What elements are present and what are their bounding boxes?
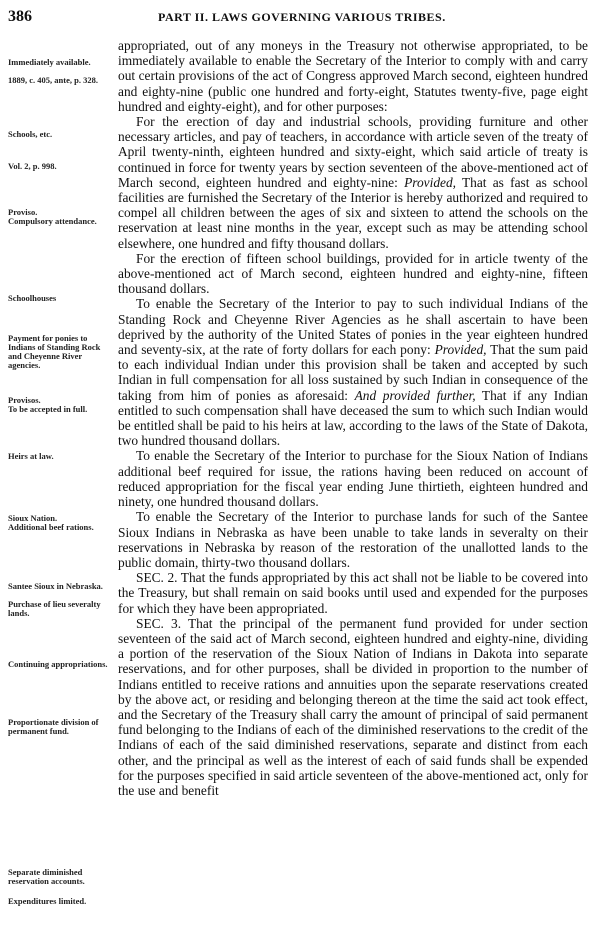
body-text — [118, 38, 588, 798]
paragraph — [118, 296, 588, 448]
paragraph: To enable the Secretary of the Interior to purchase for the Sioux Nation of Indians additional beef required for issue, the rations having been reduced on account of reduced appropriation for the fiscal year ending June thirtieth, eighteen hundred and ninety, one hundred thousand dollars. — [118, 448, 588, 510]
proviso-keyword: And provided further, — [354, 387, 476, 403]
paragraph-text: That as fast as school facilities are furnished the Secretary of the Interior is hereby authorized and required to compel all children between the ages of six and sixteen to attend the schools on the reservation at least nine months in the year, except such as may be attending school elsewhere, one hundred and fifty thousand dollars. — [118, 174, 588, 251]
margin-note: Payment for ponies to Indians of Standing Rock and Cheyenne River agencies. — [8, 333, 101, 370]
margin-note: Heirs at law. — [8, 451, 54, 461]
margin-note: Additional beef rations. — [8, 522, 94, 532]
paragraph-text: To enable the Secretary of the Interior to pay to such individual Indians of the Standing Rock and Cheyenne River Agencies as he shall ascertain to have been deprived by the authority of the United States of ponies in the year eighteen hundred and seventy-six, at the rate of forty dollars for each pony: — [118, 296, 588, 358]
margin-note: Compulsory attendance. — [8, 216, 97, 226]
margin-note: Purchase of lieu severalty lands. — [8, 599, 101, 618]
margin-note: Proviso. — [8, 207, 38, 217]
running-head: PART II. LAWS GOVERNING VARIOUS TRIBES. — [158, 10, 446, 24]
paragraph-text: For the erection of day and industrial schools, providing furniture and other necessary articles, and pay of teachers, in accordance with article seven of the treaty of April twenty-ninth, eighteen hundred and sixty-eight, which said article of treaty is continued in force for twenty years by section seventeen of the above-mentioned act of March second, eighteen hundred and eighty-nine: — [118, 114, 588, 190]
paragraph — [118, 114, 588, 251]
paragraph: SEC. 2. That the funds appropriated by this act shall not be liable to be covered into the Treasury, but shall remain on said books until used and expended for the purposes for which they have been appropriated. — [118, 570, 588, 616]
margin-note: Sioux Nation. — [8, 513, 58, 523]
paragraph: To enable the Secretary of the Interior to purchase lands for such of the Santee Sioux Indians in Nebraska as have been unable to take lands in severalty on their reservations in Nebraska by reason of the restoration of the unallotted lands to the public domain, thirty-two thousand dollars. — [118, 509, 588, 570]
margin-note: Continuing appropriations. — [8, 659, 108, 669]
margin-note: Provisos. — [8, 395, 41, 405]
margin-note: Schools, etc. — [8, 129, 53, 139]
page-header — [8, 8, 592, 26]
margin-note: Vol. 2, p. 998. — [8, 161, 57, 171]
margin-note: Expenditures limited. — [8, 896, 87, 906]
paragraph: appropriated, out of any moneys in the Treasury not otherwise appropriated, to be immediately available to enable the Secretary of the Interior to comply with and carry out certain provisions of the act of Congress approved March second, eighteen hundred and eighty-nine (public one hundred and forty-eight, Statutes twenty-five, page eight hundred and eighty-eight), and for other purposes: — [118, 38, 588, 114]
proviso-keyword: Provided, — [434, 342, 487, 358]
margin-note: Schoolhouses — [8, 293, 57, 303]
paragraph-text: That the sum paid to each individual Indian under this provision shall be taken and accepted by such Indian in full compensation for all loss sustained by such Indian in consequence of the taking from him of ponies as aforesaid: — [118, 342, 588, 403]
margin-note: Proportionate division of permanent fund. — [8, 717, 99, 736]
proviso-keyword: Provided, — [404, 174, 456, 190]
page-number: 386 — [8, 8, 32, 25]
paragraph-text: That if any Indian entitled to such compensation shall have deceased the sum to which such Indian would be entitled shall be paid to his heirs at law, according to the laws of the State of Dakota, two hundred thousand dollars. — [118, 387, 588, 449]
margin-note: Santee Sioux in Nebraska. — [8, 581, 103, 591]
margin-note: Separate diminished reservation accounts. — [8, 867, 85, 886]
paragraph: SEC. 3. That the principal of the permanent fund provided for under section seventeen of the said act of March second, eighteen hundred and eighty-nine, dividing a portion of the reservation of the Sioux Nation of Indians in Dakota into separate reservations, and for other purposes, shall be divided in proportion to the number of Indians entitled to receive rations and annuities upon the separate reservations created by the above act, or residing and belonging thereon at the time the said act took effect, and the Secretary of the Treasury shall carry the amount of principal of said permanent fund belonging to the Indians of each of the diminished reservations to the credit of the Indians of each of the said diminished reservations, separate and distinct from each other, and the principal as well as the interest of each of said funds shall be expended for the purposes specified in said article seventeen of the above-mentioned act, only for the use and benefit — [118, 615, 588, 798]
paragraph: For the erection of fifteen school buildings, provided for in article twenty of the above-mentioned act of March second, eighteen hundred and eighty-nine, fifteen thousand dollars. — [118, 250, 588, 297]
margin-note: 1889, c. 405, ante, p. 328. — [8, 75, 98, 85]
margin-note: To be accepted in full. — [8, 404, 88, 414]
margin-note: Immediately available. — [8, 57, 91, 67]
